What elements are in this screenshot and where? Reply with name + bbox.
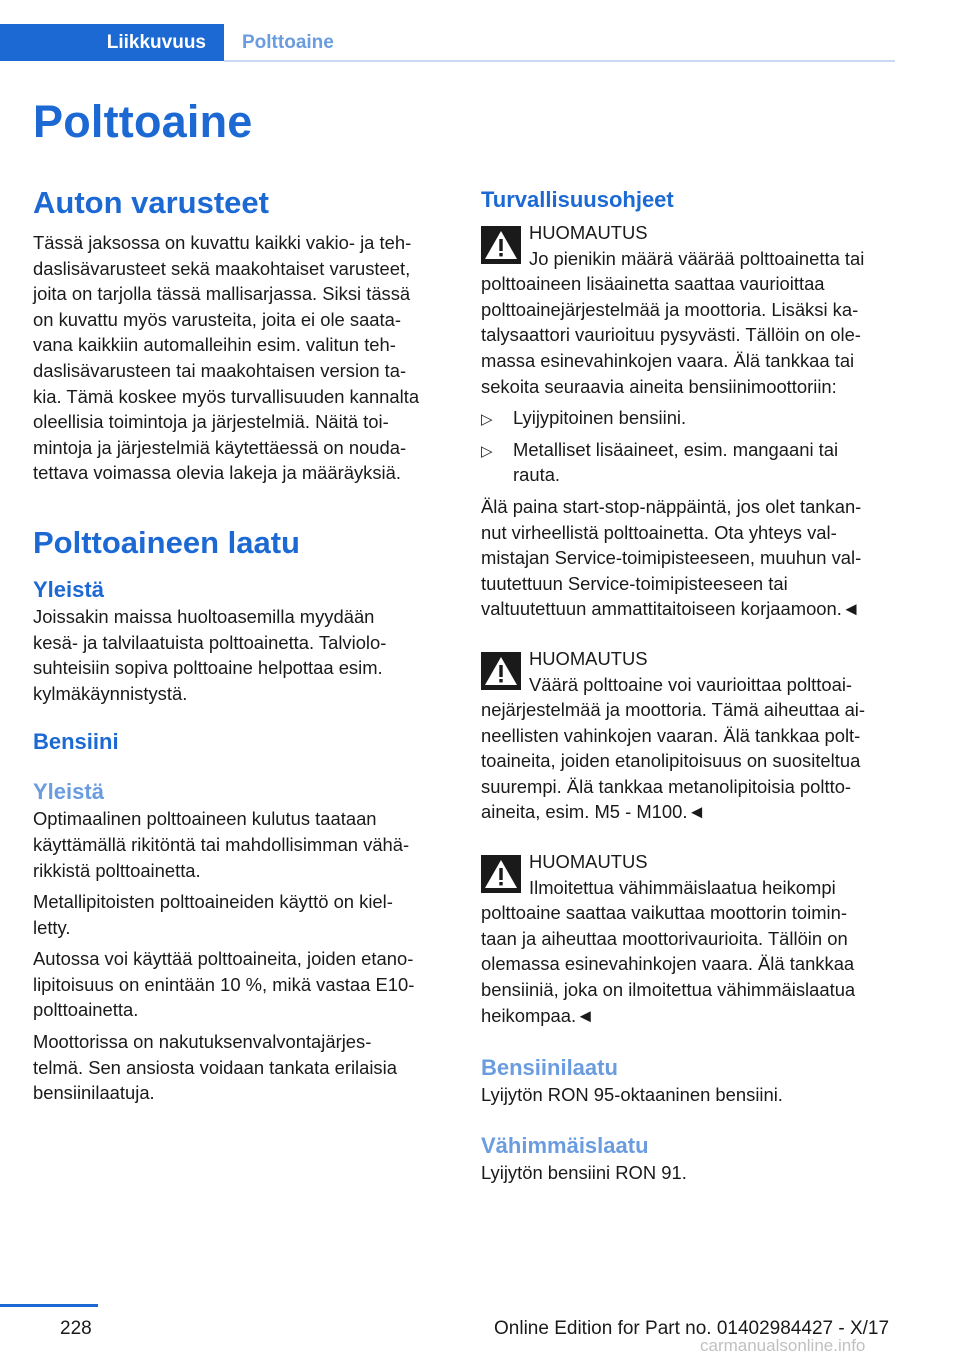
warning-icon (481, 652, 521, 690)
petrol-paragraph-3 (33, 946, 448, 1023)
text-line: suhteisiin sopiva polttoaine helpottaa esim. (33, 657, 383, 679)
page-title: Polttoaine (33, 96, 253, 147)
text-line: lipitoisuus on enintään 10 %, mikä vastaa E10- (33, 973, 415, 995)
warning-label: HUOMAUTUS (529, 851, 648, 873)
minimum-quality-title: Vähimmäislaatu (481, 1132, 649, 1158)
text-line: daslisävarusteet sekä maakohtaiset varusteet, (33, 257, 411, 279)
edition-info: Online Edition for Part no. 01402984427 - X/17 (494, 1318, 890, 1339)
petrol-paragraph-1 (33, 806, 448, 883)
section-title-fuel-quality: Polttoaineen laatu (33, 524, 300, 560)
text-line: mistajan Service-toimipisteeseen, muuhun val- (481, 547, 862, 569)
prohibited-list (481, 405, 896, 488)
warning-notice-3 (481, 849, 896, 1028)
text-line: sekoita seuraavia aineita bensiinimoottoriin: (481, 375, 837, 397)
text-line: telmä. Sen ansiosta voidaan tankata erilaisia (33, 1056, 397, 1078)
warning-text-2 (481, 672, 896, 826)
text-line: aineita, esim. M5 - M100.◄ (481, 801, 706, 823)
fuel-quality-text (33, 604, 448, 706)
text-line: talysaattori vaurioituu pysyvästi. Tällöin on ole- (481, 324, 861, 346)
text-line: suurempi. Älä tankkaa metanolipitoisia poltto- (481, 775, 852, 797)
text-line: taan ja aiheuttaa moottorivaurioita. Tällöin on (481, 927, 848, 949)
petrol-paragraph-2 (33, 889, 448, 940)
text-line: Autossa voi käyttää polttoaineita, joiden etano- (33, 948, 414, 970)
text-line: oleellisia toimintoja ja järjestelmiä. Näitä toi- (33, 411, 389, 433)
text-line: Jo pienikin määrä väärää polttoainetta tai (529, 247, 865, 269)
petrol-quality-title: Bensiinilaatu (481, 1055, 618, 1081)
text-line: valtuutettuun ammattitaitoiseen korjaamoon.◄ (481, 598, 861, 620)
warning-text-1 (481, 246, 896, 400)
text-line: neellisten vahinkojen vaaran. Älä tankkaa polt- (481, 724, 861, 746)
text-line: Ilmoitettua vähimmäislaatua heikompi (529, 876, 836, 898)
warning-label: HUOMAUTUS (529, 222, 648, 243)
text-line: letty. (33, 916, 71, 938)
header-divider (224, 60, 895, 62)
warning-notice-2 (481, 646, 896, 825)
text-line: Metallipitoisten polttoaineiden käyttö on kiel- (33, 891, 393, 913)
text-line: käyttämällä rikitöntä tai mahdollisimman vähä- (33, 833, 410, 855)
text-line: mintoja ja järjestelmiä käytettäessä on nouda- (33, 436, 407, 458)
petrol-paragraph-4 (33, 1029, 448, 1106)
text-line: kylmäkäynnistystä. (33, 682, 188, 704)
bullet-triangle-icon: ▷ (481, 411, 493, 429)
subtitle-general-2: Yleistä (33, 779, 104, 805)
equipment-text (33, 230, 448, 486)
right-column (481, 184, 896, 1185)
tab-liikkuvuus[interactable]: Liikkuvuus (0, 24, 224, 61)
text-line: tuutettuun Service-toimipisteeseen tai (481, 572, 788, 594)
list-item-text: Metalliset lisäaineet, esim. mangaani tai (513, 438, 839, 460)
list-item-text: Lyijypitoinen bensiini. (513, 407, 687, 429)
text-line: tettava voimassa olevia lakeja ja määräyksiä. (33, 462, 401, 484)
warning-notice-1 (481, 220, 896, 399)
footer-divider (0, 1304, 98, 1307)
left-column (33, 184, 448, 1106)
text-line: olemassa esinevahinkojen vaara. Älä tankkaa (481, 953, 855, 975)
warning-label: HUOMAUTUS (529, 647, 648, 669)
text-line: on kuvattu myös varusteita, joita ei ole saata- (33, 308, 402, 330)
tab-polttoaine[interactable]: Polttoaine (242, 31, 334, 53)
safety-title: Turvallisuusohjeet (481, 187, 674, 212)
text-line: Joissakin maissa huoltoasemilla myydään (33, 605, 375, 627)
petrol-quality-text: Lyijytön RON 95-oktaaninen bensiini. (481, 1084, 783, 1106)
text-line: Tässä jaksossa on kuvattu kaikki vakio- ja teh- (33, 232, 412, 253)
subtitle-general-1: Yleistä (33, 576, 104, 602)
text-line: joita on tarjolla tässä mallisarjassa. Siksi tässä (33, 283, 411, 305)
text-line: polttoainejärjestelmää ja moottoria. Lisäksi ka- (481, 298, 859, 320)
text-line: kesä- ja talvilaatuista polttoainetta. Talviolo- (33, 631, 387, 653)
text-line: Väärä polttoaine voi vaurioittaa polttoai- (529, 673, 853, 695)
text-line: daslisävarusteen tai maakohtaisen version ta- (33, 359, 407, 381)
list-item-text: rauta. (513, 464, 561, 486)
watermark: carmanualsonline.info (700, 1336, 866, 1355)
warning-followup-text (481, 494, 896, 622)
list-item (481, 437, 896, 488)
text-line: nejärjestelmää ja moottoria. Tämä aiheuttaa ai- (481, 699, 866, 721)
text-line: polttoaine saattaa vaikuttaa moottorin toimin- (481, 902, 847, 924)
text-line: nut virheellistä polttoainetta. Ota yhteys val- (481, 521, 837, 543)
text-line: bensiiniä, joka on ilmoitettua vähimmäislaatua (481, 979, 856, 1001)
text-line: rikkistä polttoainetta. (33, 859, 201, 881)
text-line: heikompaa.◄ (481, 1004, 595, 1026)
text-line: kia. Tämä koskee myös turvallisuuden kannalta (33, 385, 420, 407)
text-line: bensiinilaatuja. (33, 1082, 155, 1104)
minimum-quality-text: Lyijytön bensiini RON 91. (481, 1161, 687, 1183)
text-line: Älä paina start-stop-näppäintä, jos olet tankan- (481, 495, 862, 517)
text-line: Moottorissa on nakutuksenvalvontajärjes- (33, 1031, 372, 1053)
bullet-triangle-icon: ▷ (481, 442, 493, 460)
text-line: Optimaalinen polttoaineen kulutus taataan (33, 808, 377, 830)
text-line: polttoaineen lisäainetta saattaa vaurioittaa (481, 273, 825, 295)
text-line: toaineita, joiden etanolipitoisuus on suositeltua (481, 750, 861, 772)
page-number: 228 (60, 1318, 92, 1339)
section-title-petrol: Bensiini (33, 729, 119, 755)
text-line: vana kaikkiin automalleihin esim. valitun teh- (33, 334, 396, 356)
text-line: polttoainetta. (33, 999, 139, 1021)
header-bar (0, 24, 895, 61)
warning-icon (481, 855, 521, 893)
section-title-equipment: Auton varusteet (33, 185, 269, 220)
text-line: massa esinevahinkojen vaara. Älä tankkaa tai (481, 349, 855, 371)
warning-text-3 (481, 875, 896, 1029)
list-item (481, 405, 896, 431)
warning-icon (481, 226, 521, 264)
